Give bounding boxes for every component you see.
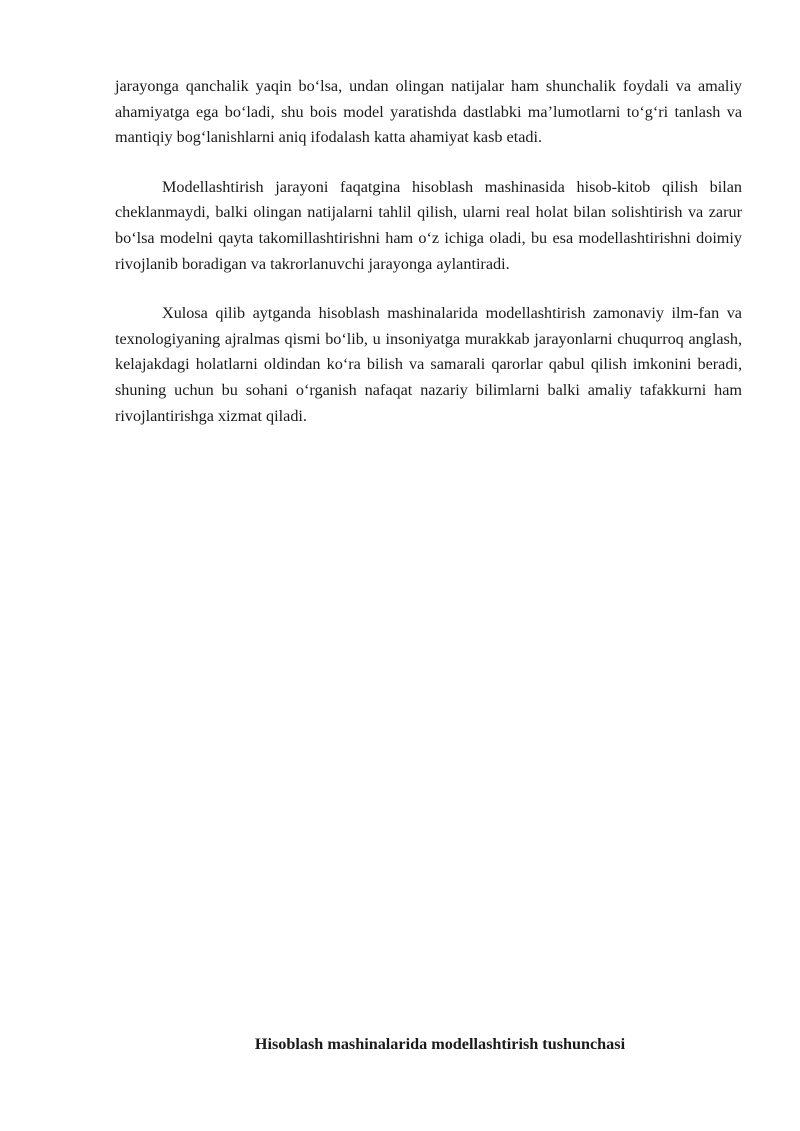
document-body xyxy=(115,74,742,453)
section-heading: Hisoblash mashinalarida modellashtirish tushunchasi xyxy=(254,1035,626,1053)
paragraph-modelling-process: Modellashtirish jarayoni faqatgina hisoblash mashinasida hisob-kitob qilish bilan cheklanmaydi, balki olingan natijalarni tahlil qilish, ularni real holat bilan solishtirish va zarur bo‘lsa modelni qayta takomillashtirishni ham o‘z ichiga oladi, bu esa modellashtirishni doimiy rivojlanib boradigan va takrorlanuvchi jarayonga aylantiradi. xyxy=(115,177,742,273)
paragraph-continuation: jarayonga qanchalik yaqin bo‘lsa, undan olingan natijalar ham shunchalik foydali va amaliy ahamiyatga ega bo‘ladi, shu bois model yaratishda dastlabki ma’lumotlarni to‘g‘ri tanlash va mantiqiy bog‘lanishlarni aniq ifodalash katta ahamiyat kasb etadi. xyxy=(115,77,742,147)
paragraph-conclusion: Xulosa qilib aytganda hisoblash mashinalarida modellashtirish zamonaviy ilm-fan va texnologiyaning ajralmas qismi bo‘lib, u insoniyatga murakkab jarayonlarni chuqurroq anglash, kelajakdagi holatlarni oldindan ko‘ra bilish va samarali qarorlar qabul qilish imkonini beradi, shuning uchun bu sohani o‘rganish nafaqat nazariy bilimlarni balki amaliy tafakkurni ham rivojlantirishga xizmat qiladi. xyxy=(115,304,742,425)
